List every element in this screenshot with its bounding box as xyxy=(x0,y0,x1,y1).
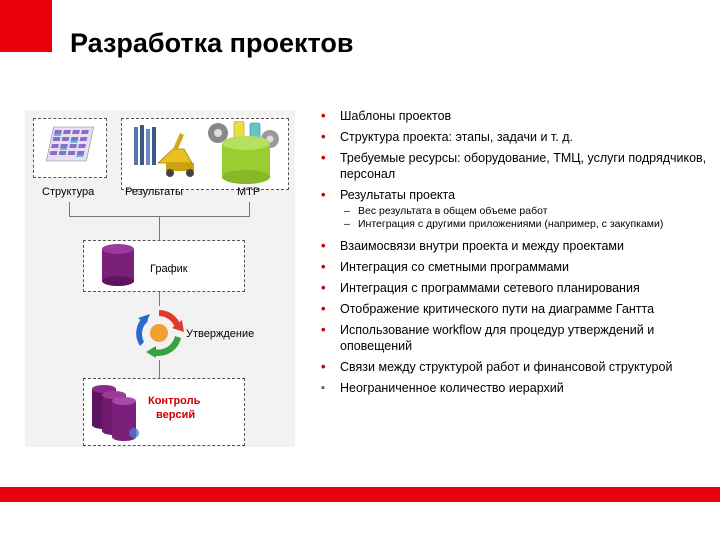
connector-line xyxy=(249,202,250,216)
structure-box xyxy=(33,118,107,178)
list-item-text: Требуемые ресурсы: оборудование, ТМЦ, услуги подрядчиков, персонал xyxy=(340,151,707,181)
connector-line xyxy=(159,216,160,240)
list-item-text: Результаты проекта xyxy=(340,188,456,202)
results-label: Результаты xyxy=(125,186,183,198)
list-item-text: Использование workflow для процедур утверждений и оповещений xyxy=(340,323,655,353)
bullet-icon: • xyxy=(321,280,326,295)
list-item-text: Отображение критического пути на диаграмме Гантта xyxy=(340,302,655,316)
list-item-text: Связи между структурой работ и финансовой структурой xyxy=(340,360,673,374)
mtp-database-icon xyxy=(200,121,286,185)
feature-list xyxy=(318,108,710,396)
connector-line xyxy=(159,292,160,306)
list-item-text: Взаимосвязи внутри проекта и между проектами xyxy=(340,239,625,253)
dash-icon: – xyxy=(344,218,350,230)
bullet-icon: • xyxy=(321,259,326,274)
bullet-icon: • xyxy=(321,187,326,202)
list-item xyxy=(318,380,710,396)
schedule-box xyxy=(83,240,245,292)
bullet-icon: • xyxy=(321,108,326,123)
sub-list-item-text: Вес результата в общем объеме работ xyxy=(358,205,548,217)
version-label-line1: Контроль xyxy=(148,395,201,407)
structure-grid-icon xyxy=(44,125,96,165)
version-databases-icon xyxy=(88,381,144,443)
list-item xyxy=(318,301,710,317)
list-item xyxy=(318,259,710,275)
schedule-database-icon xyxy=(98,243,138,289)
version-label-line2: версий xyxy=(156,409,196,421)
list-item xyxy=(318,359,710,375)
list-item-text: Структура проекта: этапы, задачи и т. д. xyxy=(340,130,573,144)
list-item-text: Интеграция с программами сетевого планирования xyxy=(340,281,640,295)
approval-label: Утверждение xyxy=(186,328,255,340)
approval-cycle-icon xyxy=(132,306,186,360)
list-item xyxy=(318,108,710,124)
bullet-icon: • xyxy=(321,359,326,374)
sub-list-item xyxy=(318,205,710,218)
version-control-box xyxy=(83,378,245,446)
bullet-icon: • xyxy=(321,322,326,337)
bullet-icon: ▪ xyxy=(321,382,325,394)
connector-line xyxy=(159,360,160,378)
results-machinery-icon xyxy=(128,123,198,179)
list-item-text: Интеграция со сметными программами xyxy=(340,260,569,274)
list-item xyxy=(318,129,710,145)
list-item xyxy=(318,150,710,182)
connector-line xyxy=(69,202,70,216)
bullet-icon: • xyxy=(321,129,326,144)
mtp-label: МТР xyxy=(237,186,261,198)
sub-list-item xyxy=(318,218,710,231)
schedule-label: График xyxy=(150,263,188,275)
slide-title: Разработка проектов xyxy=(70,28,354,58)
corner-red-square xyxy=(0,0,52,52)
list-item xyxy=(318,187,710,203)
bullet-icon: • xyxy=(321,150,326,165)
list-item xyxy=(318,322,710,354)
list-item-text: Неограниченное количество иерархий xyxy=(340,381,564,395)
list-item xyxy=(318,238,710,254)
list-item xyxy=(318,280,710,296)
bullet-icon: • xyxy=(321,301,326,316)
results-box xyxy=(121,118,289,190)
diagram-panel xyxy=(25,110,295,447)
structure-label: Структура xyxy=(42,186,95,198)
footer-red-bar xyxy=(0,487,720,502)
dash-icon: – xyxy=(344,205,350,217)
list-item-text: Шаблоны проектов xyxy=(340,109,452,123)
sub-list-item-text: Интеграция с другими приложениями (например, с закупками) xyxy=(358,218,664,230)
bullet-icon: • xyxy=(321,238,326,253)
